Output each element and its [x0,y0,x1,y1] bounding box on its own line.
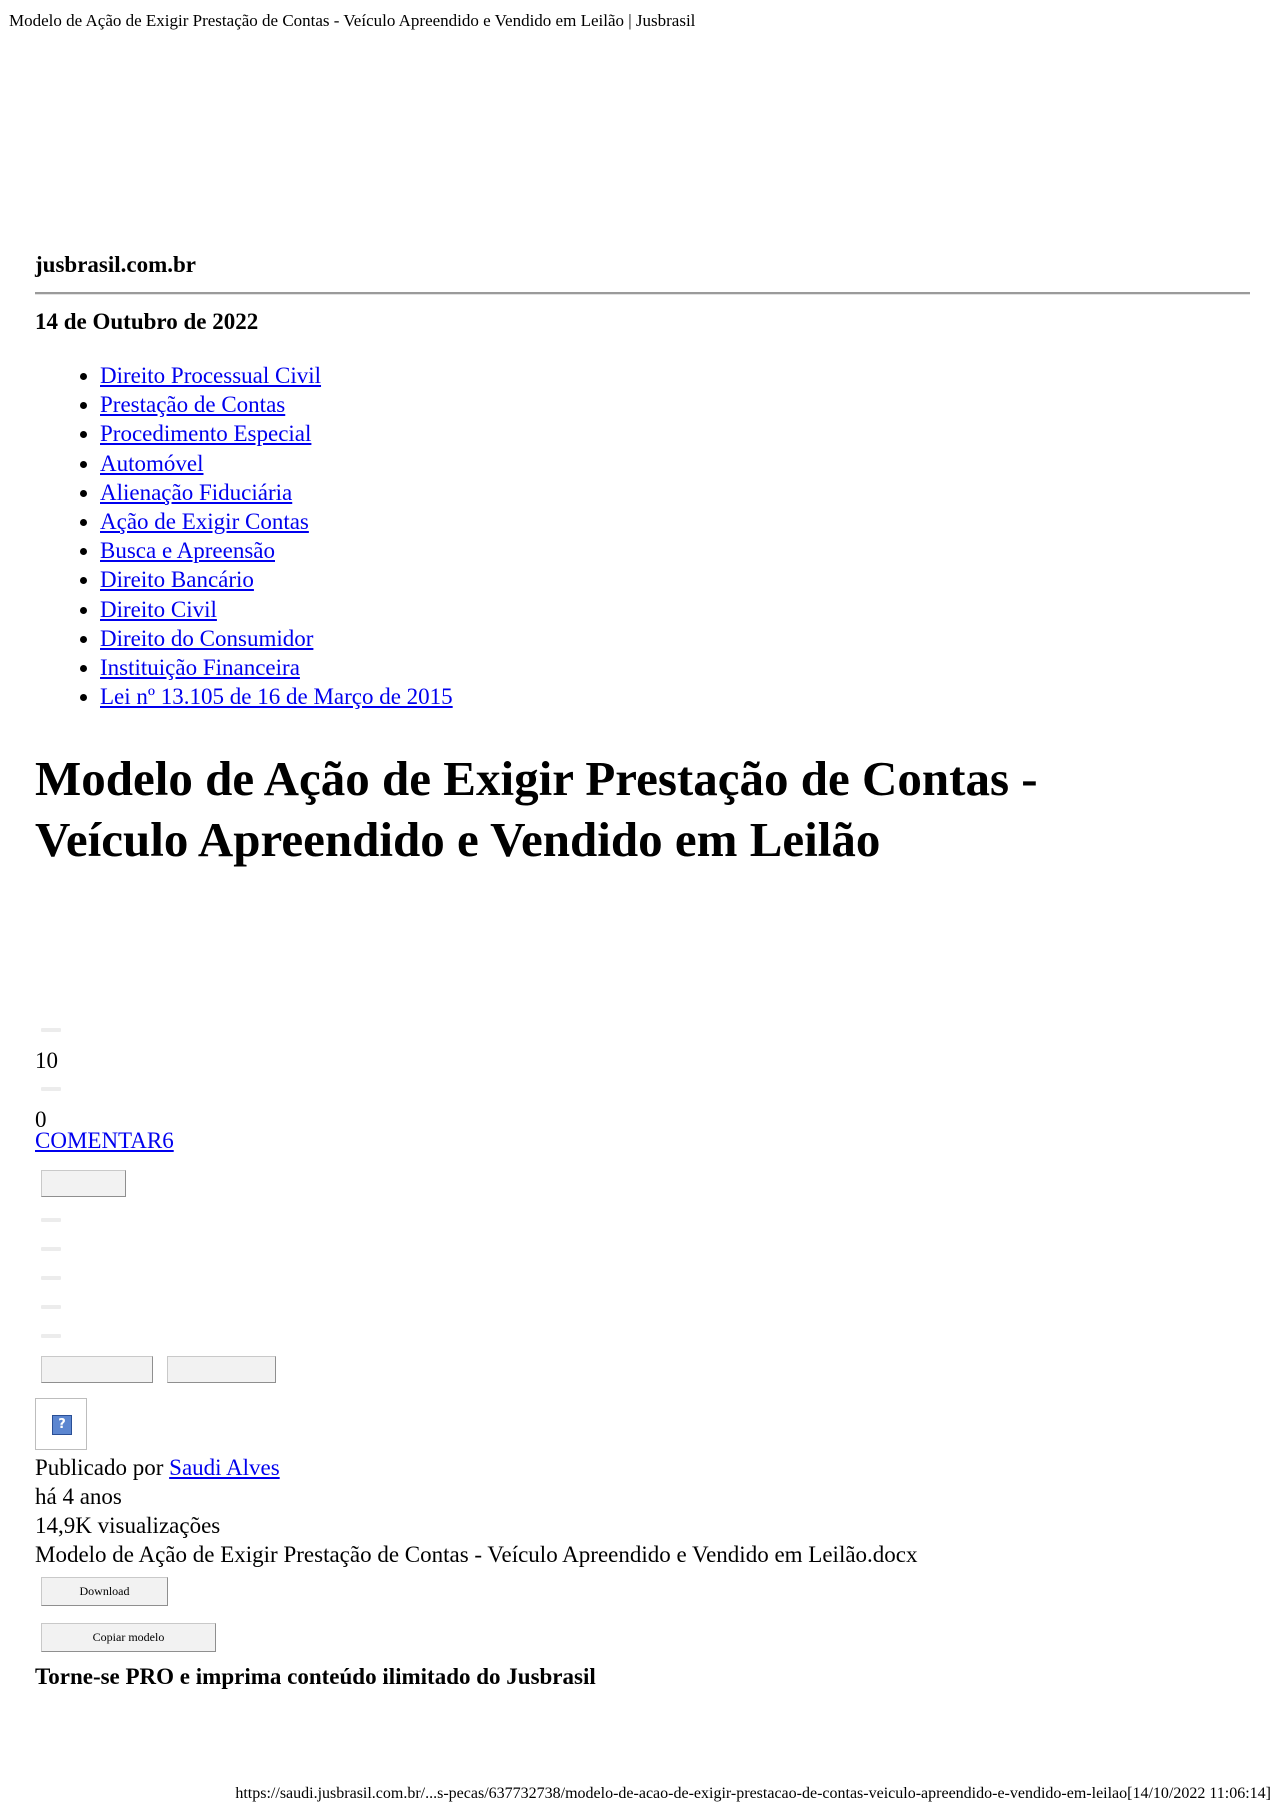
share-option-icon[interactable] [41,1276,61,1280]
like-count: 10 [35,1048,58,1073]
file-name: Modelo de Ação de Exigir Prestação de Contas - Veículo Apreendido e Vendido em Leilão.docx [35,1542,918,1567]
tag-item [100,682,453,711]
tag-link[interactable]: Direito Processual Civil [100,363,322,388]
report-button[interactable] [167,1356,276,1383]
tag-item [100,595,453,624]
tag-link[interactable]: Prestação de Contas [100,392,286,418]
published-by [35,1453,280,1482]
share-button[interactable] [41,1170,126,1197]
tag-link[interactable]: Busca e Apreensão [100,538,275,564]
pro-promo-text: Torne-se PRO e imprima conteúdo ilimitado do Jusbrasil [35,1664,596,1689]
tag-item [100,653,453,682]
download-button[interactable]: Download [41,1577,168,1606]
tag-link[interactable]: Direito Civil [100,596,217,622]
tag-link[interactable]: Instituição Financeira [100,655,300,681]
tag-item [100,449,453,478]
author-avatar [35,1398,87,1450]
tag-item [100,624,453,653]
tag-link[interactable]: Direito Bancário [100,567,254,593]
broken-image-icon: ? [52,1415,72,1435]
tag-item [100,565,453,594]
tag-link[interactable]: Procedimento Especial [100,421,312,447]
tag-link[interactable]: Automóvel [100,450,204,476]
view-count: 14,9K visualizações [35,1513,221,1538]
share-option-icon[interactable] [41,1305,61,1309]
tag-link[interactable]: Ação de Exigir Contas [100,509,309,535]
like-icon[interactable] [41,1028,61,1032]
comment-link-line [35,1126,174,1155]
print-header: Modelo de Ação de Exigir Prestação de Contas - Veículo Apreendido e Vendido em Leilão | Jusbrasil [9,11,696,30]
comment-link[interactable]: COMENTAR6 [35,1128,174,1153]
tag-item [100,507,453,536]
site-name: jusbrasil.com.br [35,252,196,277]
tag-item [100,536,453,565]
topic-tags-list [35,361,453,711]
tag-link[interactable]: Lei nº 13.105 de 16 de Março de 2015 [100,684,453,710]
tag-item [100,419,453,448]
published-age: há 4 anos [35,1484,122,1509]
tag-item [100,478,453,507]
share-option-icon[interactable] [41,1218,61,1222]
tag-link[interactable]: Alienação Fiduciária [100,479,293,505]
published-by-label: Publicado por [35,1455,170,1480]
share-option-icon[interactable] [41,1247,61,1251]
tag-item [100,390,453,419]
print-footer-url: https://saudi.jusbrasil.com.br/...s-pecas/637732738/modelo-de-acao-de-exigir-prestacao-de-contas-veiculo-apreendido-e-vendido-em-leilao[14/10/2022 11:06:14] [235,1785,1271,1802]
dislike-count: 0 [35,1107,47,1132]
tag-item [100,361,453,390]
article-title: Modelo de Ação de Exigir Prestação de Contas - Veículo Apreendido e Vendido em Leilão [35,751,1038,867]
author-link[interactable]: Saudi Alves [169,1455,280,1480]
save-button[interactable] [41,1356,153,1383]
share-option-icon[interactable] [41,1334,61,1338]
dislike-icon[interactable] [41,1087,61,1091]
page-date: 14 de Outubro de 2022 [35,309,259,334]
tag-link[interactable]: Direito do Consumidor [100,625,314,651]
header-divider [35,292,1250,295]
copy-template-button[interactable]: Copiar modelo [41,1623,216,1652]
